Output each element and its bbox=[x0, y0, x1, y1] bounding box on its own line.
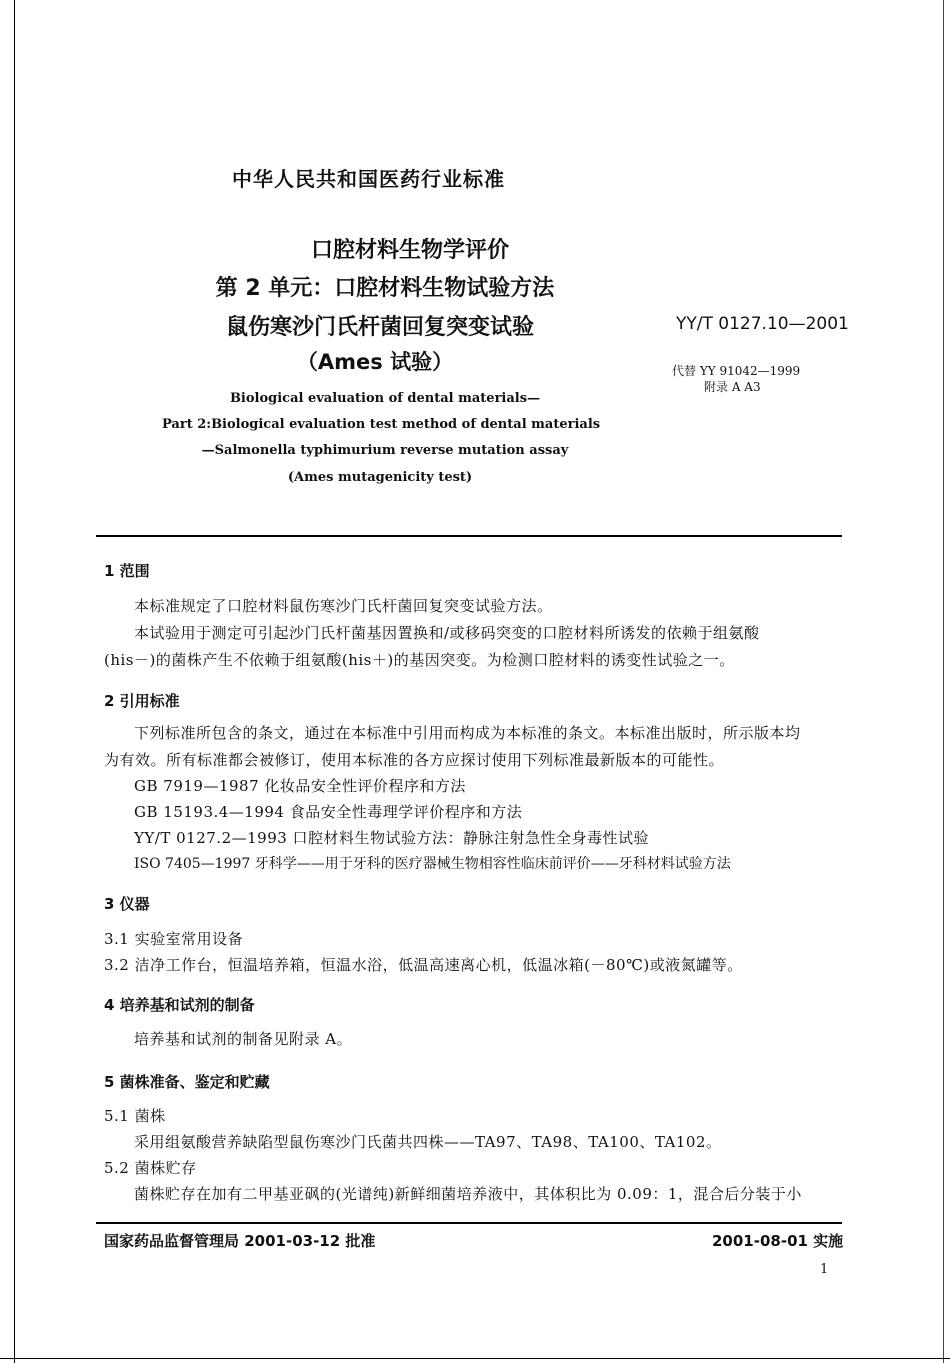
section-1-paragraph-2b: (his－)的菌株产生不依赖于组氨酸(his＋)的基因突变。为检测口腔材料的诱变性试验之一。 bbox=[104, 651, 735, 669]
replaces-line2: 附录 A A3 bbox=[704, 380, 761, 394]
section-2-paragraph-b: 为有效。所有标准都会被修订，使用本标准的各方应探讨使用下列标准最新版本的可能性。 bbox=[104, 751, 725, 769]
section-2-paragraph-a: 下列标准所包含的条文，通过在本标准中引用而构成为本标准的条文。本标准出版时，所示版本均 bbox=[134, 724, 801, 742]
section-3-heading: 3 仪器 bbox=[104, 895, 150, 913]
implementation-date: 2001-08-01 实施 bbox=[712, 1232, 844, 1250]
reference-item: GB 15193.4—1994 食品安全性毒理学评价程序和方法 bbox=[134, 803, 523, 821]
section-3-item-1: 3.1 实验室常用设备 bbox=[104, 930, 244, 948]
section-1-heading: 1 范围 bbox=[104, 562, 150, 580]
section-2-heading: 2 引用标准 bbox=[104, 692, 180, 710]
scan-bottom-edge bbox=[0, 1358, 950, 1359]
title-cn-line1: 口腔材料生物学评价 bbox=[310, 238, 509, 263]
section-4-heading: 4 培养基和试剂的制备 bbox=[104, 996, 255, 1014]
reference-item: GB 7919—1987 化妆品安全性评价程序和方法 bbox=[134, 777, 466, 795]
title-en-line4: (Ames mutagenicity test) bbox=[287, 470, 473, 485]
title-en-line1: Biological evaluation of dental materials— bbox=[229, 391, 541, 406]
header-rule bbox=[96, 535, 842, 537]
section-1-paragraph-1: 本标准规定了口腔材料鼠伤寒沙门氏杆菌回复突变试验方法。 bbox=[134, 597, 553, 615]
section-5-2-text: 菌株贮存在加有二甲基亚砜的(光谱纯)新鲜细菌培养液中，其体积比为 0.09：1，混合后分装于小 bbox=[134, 1185, 802, 1203]
section-3-item-2: 3.2 洁净工作台，恒温培养箱，恒温水浴，低温高速离心机，低温冰箱(－80℃)或液氮罐等。 bbox=[104, 956, 743, 974]
section-1-paragraph-2a: 本试验用于测定可引起沙门氏杆菌基因置换和/或移码突变的口腔材料所诱发的依赖于组氨酸 bbox=[134, 624, 760, 642]
standard-number: YY/T 0127.10—2001 bbox=[676, 314, 849, 334]
reference-item: ISO 7405—1997 牙科学——用于牙科的医疗器械生物相容性临床前评价——牙科材料试验方法 bbox=[134, 856, 731, 872]
section-5-1-text: 采用组氨酸营养缺陷型鼠伤寒沙门氏菌共四株——TA97、TA98、TA100、TA102。 bbox=[134, 1133, 722, 1151]
reference-item: YY/T 0127.2—1993 口腔材料生物试验方法：静脉注射急性全身毒性试验 bbox=[134, 829, 650, 847]
replaces-line1: 代替 YY 91042—1999 bbox=[672, 364, 801, 378]
title-cn-line3: 鼠伤寒沙门氏杆菌回复突变试验 bbox=[225, 315, 534, 340]
section-5-1-heading: 5.1 菌株 bbox=[104, 1107, 166, 1125]
title-en-line2: Part 2:Biological evaluation test method of dental materials bbox=[162, 417, 601, 432]
scan-left-edge bbox=[14, 0, 15, 1363]
section-5-heading: 5 菌株准备、鉴定和贮藏 bbox=[104, 1073, 270, 1091]
page-number: 1 bbox=[820, 1262, 829, 1277]
footer-rule bbox=[96, 1222, 842, 1224]
standard-category: 中华人民共和国医药行业标准 bbox=[232, 167, 505, 191]
approval-info: 国家药品监督管理局 2001-03-12 批准 bbox=[104, 1232, 376, 1250]
scan-right-edge bbox=[943, 0, 944, 1363]
section-4-paragraph: 培养基和试剂的制备见附录 A。 bbox=[134, 1030, 353, 1048]
title-en-line3: —Salmonella typhimurium reverse mutation assay bbox=[201, 443, 569, 458]
title-cn-line2: 第 2 单元：口腔材料生物试验方法 bbox=[215, 276, 555, 301]
section-5-2-heading: 5.2 菌株贮存 bbox=[104, 1159, 197, 1177]
title-cn-line4: （Ames 试验） bbox=[296, 350, 454, 374]
